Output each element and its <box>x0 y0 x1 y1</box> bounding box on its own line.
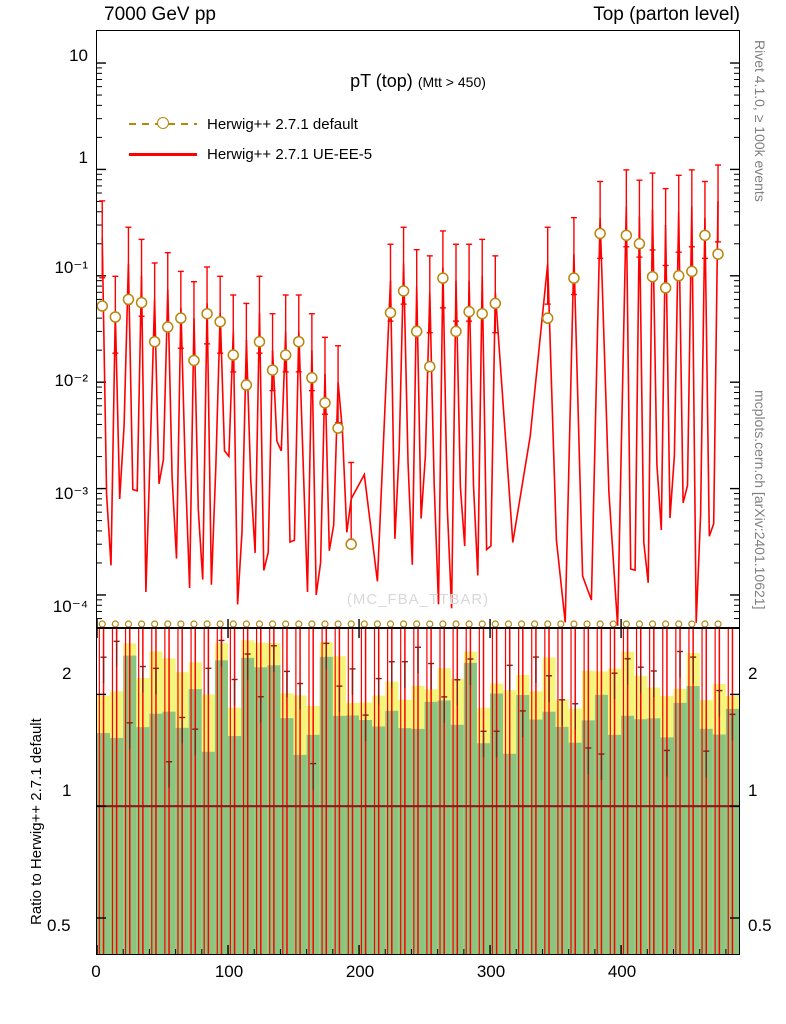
ratio-y-tick-1-left: 1 <box>62 781 72 800</box>
x-tick-0: 0 <box>91 962 101 981</box>
ratio-y-tick-2-left: 2 <box>62 664 72 683</box>
plot-title-sub: (Mtt > 450) <box>417 74 486 90</box>
ratio-y-axis-title: Ratio to Herwig++ 2.7.1 default <box>28 718 45 925</box>
y-tick-0: 10 <box>69 46 88 65</box>
x-tick-2: 200 <box>345 962 375 981</box>
x-tick-4: 400 <box>607 962 637 981</box>
header-right-label: Top (parton level) <box>593 4 740 25</box>
header-left-label: 7000 GeV pp <box>104 4 216 25</box>
plot-title-main: pT (top) <box>350 71 413 91</box>
plot-title <box>97 71 739 92</box>
caption-rivet: Rivet 4.1.0, ≥ 100k events <box>752 40 768 202</box>
legend-item-0 <box>129 109 372 139</box>
ratio-y-tick-05-right: 0.5 <box>748 916 772 935</box>
legend-label-1: Herwig++ 2.7.1 UE-EE-5 <box>207 145 373 163</box>
caption-mcplots: mcplots.cern.ch [arXiv:2401.10621] <box>752 390 768 610</box>
legend-key-dashed-marker <box>129 117 197 131</box>
ratio-y-tick-05-left: 0.5 <box>47 916 71 935</box>
watermark-label: (MC_FBA_TTBAR) <box>346 591 490 608</box>
ratio-plot-panel <box>96 628 740 955</box>
ratio-y-tick-2-right: 2 <box>748 664 758 683</box>
legend-item-1 <box>129 139 372 169</box>
y-tick-3: 10⁻² <box>54 371 88 390</box>
x-tick-3: 300 <box>476 962 506 981</box>
y-tick-5: 10⁻⁴ <box>52 597 88 616</box>
legend <box>129 109 372 169</box>
y-tick-2: 10⁻¹ <box>54 258 88 277</box>
ratio-chart-canvas <box>97 629 739 954</box>
y-tick-4: 10⁻³ <box>54 484 88 503</box>
ratio-y-tick-1-right: 1 <box>748 781 758 800</box>
y-tick-1: 1 <box>78 148 88 167</box>
legend-label-0: Herwig++ 2.7.1 default <box>207 115 358 133</box>
legend-key-solid <box>129 147 197 161</box>
x-tick-1: 100 <box>214 962 244 981</box>
main-plot-panel <box>96 30 740 628</box>
